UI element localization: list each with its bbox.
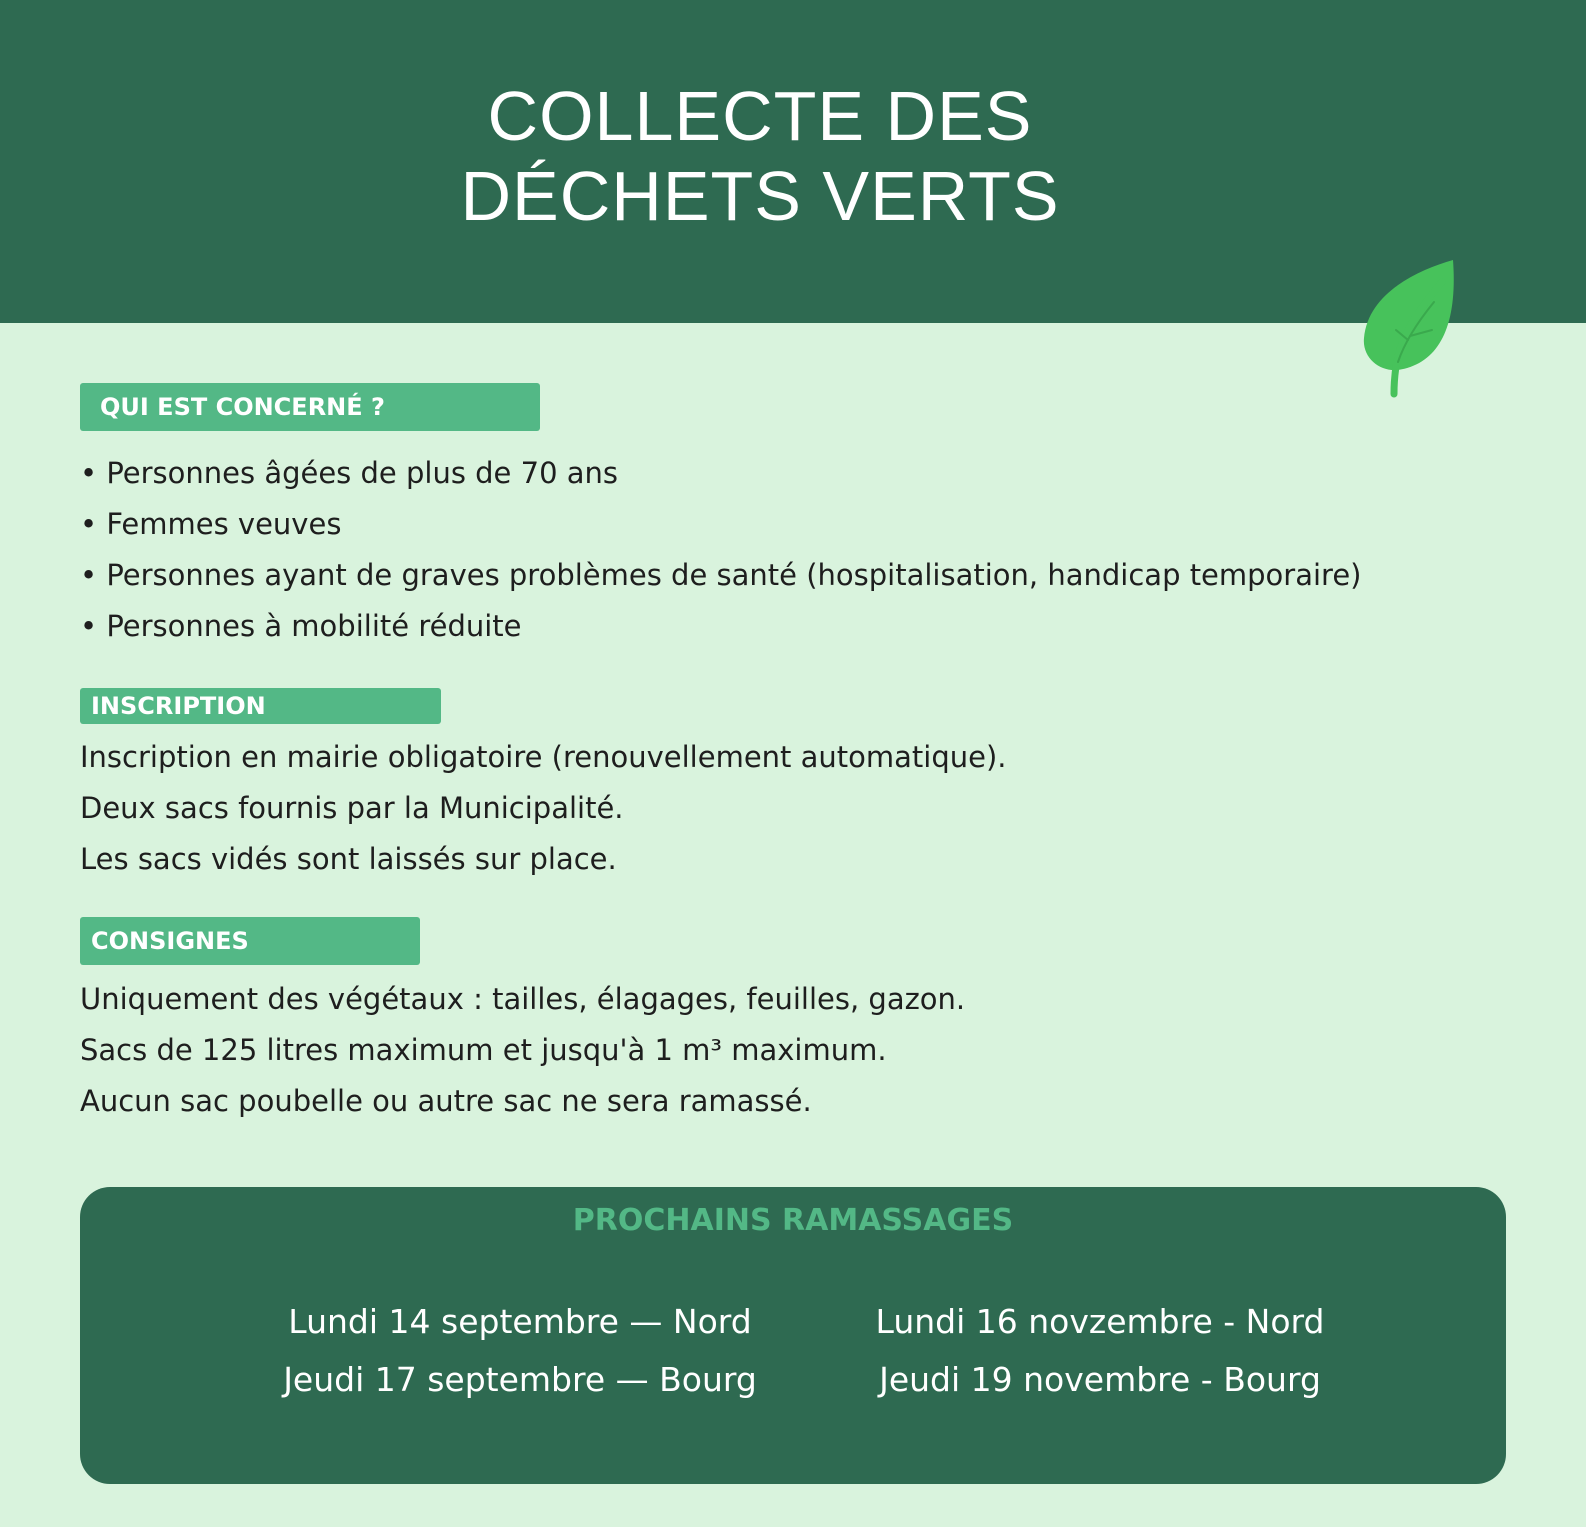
list-item: • Personnes âgées de plus de 70 ans [80, 456, 619, 490]
inscription-line: Inscription en mairie obligatoire (renouvellement automatique). [80, 740, 1007, 774]
title-line-2: DÉCHETS VERTS [460, 157, 1060, 235]
pickup-date: Lundi 14 septembre — Nord [288, 1302, 752, 1341]
section-label-who: QUI EST CONCERNÉ ? [80, 383, 540, 431]
title-line-1: COLLECTE DES [487, 77, 1033, 155]
pickup-date: Lundi 16 novzembre - Nord [875, 1302, 1325, 1341]
leaf-icon [1358, 258, 1468, 398]
eligibility-list [80, 448, 1362, 652]
pickup-column-right [860, 1293, 1340, 1409]
inscription-line: Les sacs vidés sont laissés sur place. [80, 842, 617, 876]
section-label-inscription: INSCRIPTION [80, 688, 441, 724]
inscription-line: Deux sacs fournis par la Municipalité. [80, 791, 624, 825]
pickup-schedule-panel [80, 1187, 1506, 1484]
consignes-line: Sacs de 125 litres maximum et jusqu'à 1 m³ maximum. [80, 1033, 887, 1067]
consignes-line: Uniquement des végétaux : tailles, élagages, feuilles, gazon. [80, 982, 966, 1016]
pickup-date: Jeudi 19 novembre - Bourg [879, 1360, 1321, 1399]
consignes-text [80, 974, 965, 1127]
pickup-title: PROCHAINS RAMASSAGES [572, 1203, 1014, 1238]
consignes-line: Aucun sac poubelle ou autre sac ne sera ramassé. [80, 1084, 812, 1118]
list-item: • Personnes ayant de graves problèmes de santé (hospitalisation, handicap temporaire) [80, 558, 1362, 592]
section-label-consignes: CONSIGNES [80, 917, 420, 965]
header-banner [0, 0, 1586, 323]
list-item: • Personnes à mobilité réduite [80, 609, 522, 643]
page-title [0, 76, 1520, 236]
pickup-column-left [280, 1293, 760, 1409]
list-item: • Femmes veuves [80, 507, 342, 541]
pickup-date: Jeudi 17 septembre — Bourg [283, 1360, 757, 1399]
inscription-text [80, 732, 1007, 885]
